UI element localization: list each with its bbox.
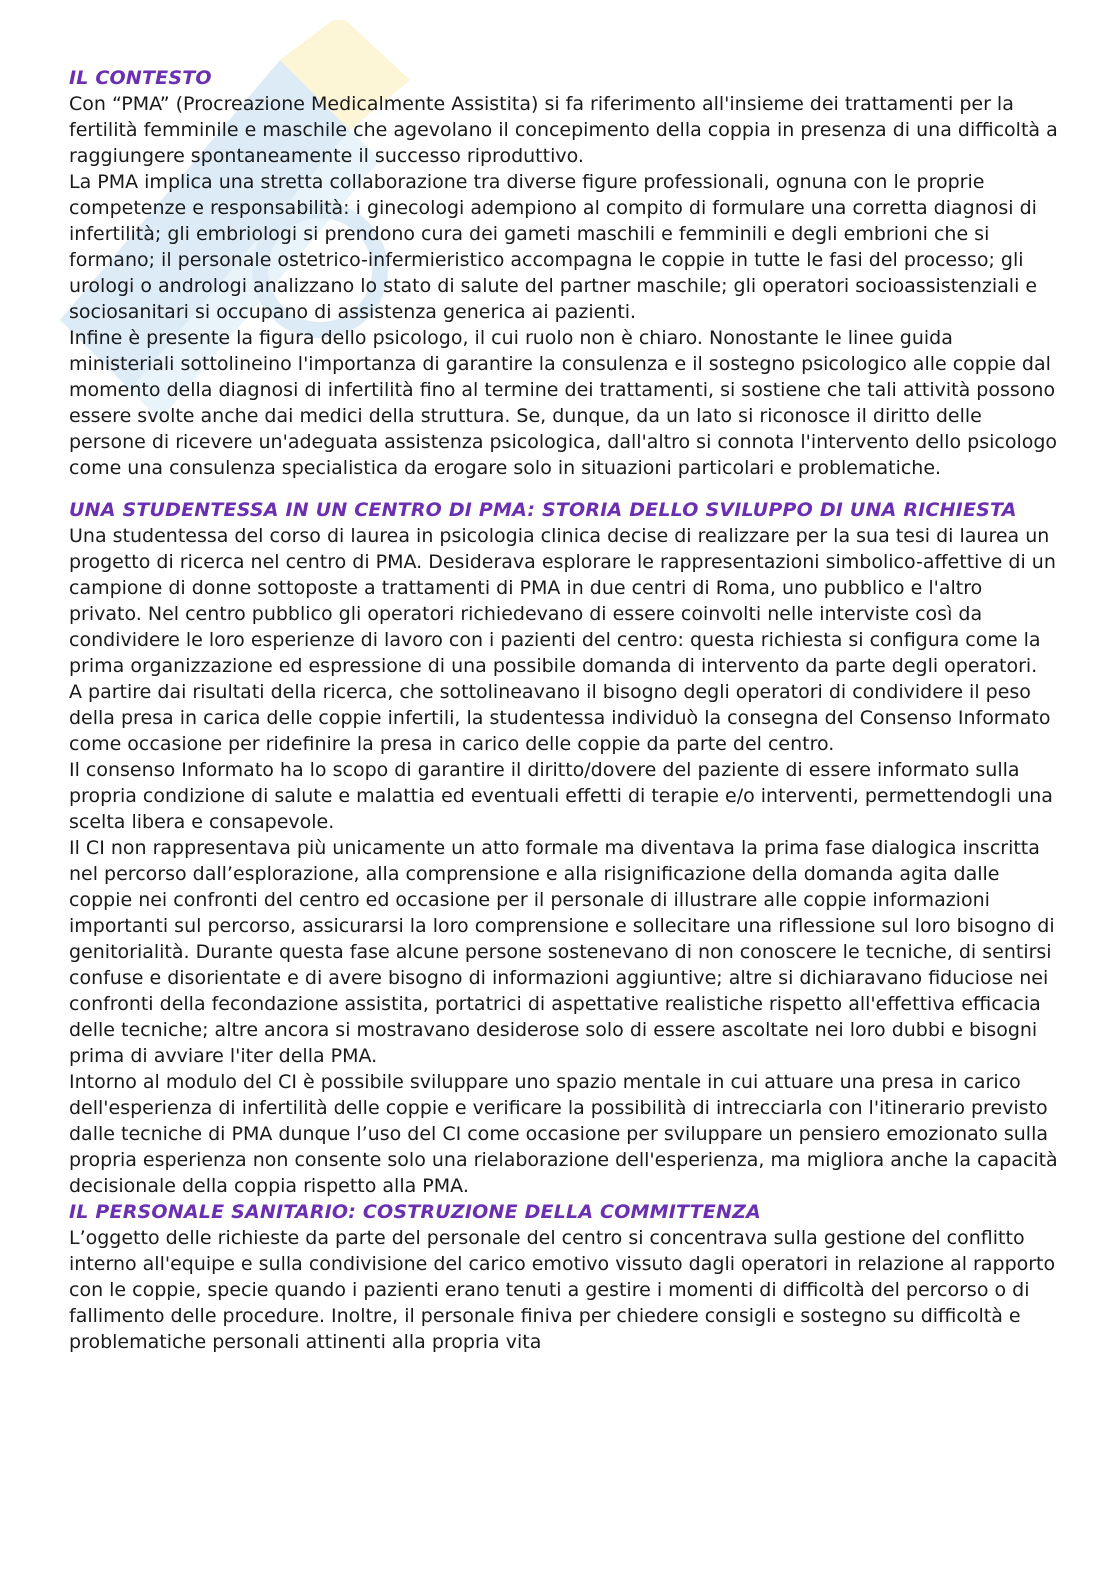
paragraph: La PMA implica una stretta collaborazione tra diverse figure professionali, ognuna con le proprie competenze e responsabilità: i ginecologi adempiono al compito di formulare una corretta diagnosi di infertilità; gli embriologi si prendono cura dei gameti maschili e femminili e degli embrioni che si formano; il personale ostetrico-infermieristico accompagna le coppie in tutte le fasi del processo; gli urologi o andrologi analizzano lo stato di salute del partner maschile; gli operatori socioassistenziali e sociosanitari si occupano di assistenza generica ai pazienti. — [69, 171, 1038, 323]
section-heading-studentessa: UNA STUDENTESSA IN UN CENTRO DI PMA: STORIA DELLO SVILUPPO DI UNA RICHIESTA — [69, 499, 1017, 521]
paragraph: Intorno al modulo del CI è possibile sviluppare uno spazio mentale in cui attuare una presa in carico dell'esperienza di infertilità delle coppie e verificare la possibilità di intrecciarla con l'itinerario previsto dalle tecniche di PMA dunque l’uso del CI come occasione per sviluppare un pensiero emozionato sulla propria esperienza non consente solo una rielaborazione dell'esperienza, ma migliora anche la capacità decisionale della coppia rispetto alla PMA. — [69, 1071, 1058, 1197]
paragraph: Il CI non rappresentava più unicamente un atto formale ma diventava la prima fase dialogica inscritta nel percorso dall’esplorazione, alla comprensione e alla risignificazione della domanda agita dalle coppie nei confronti del centro ed occasione per il personale di illustrare alle coppie informazioni importanti sul percorso, assicurarsi la loro comprensione e sollecitare una riflessione sul loro bisogno di genitorialità. Durante questa fase alcune persone sostenevano di non conoscere le tecniche, di sentirsi confuse e disorientate e di avere bisogno di informazioni aggiuntive; altre si dichiaravano fiduciose nei confronti della fecondazione assistita, portatrici di aspettative realistiche rispetto all'effettiva efficacia delle tecniche; altre ancora si mostravano desiderose solo di essere ascoltate nei loro dubbi e bisogni prima di avviare l'iter della PMA. — [69, 837, 1055, 1067]
paragraph: Infine è presente la figura dello psicologo, il cui ruolo non è chiaro. Nonostante le linee guida ministeriali sottolineino l'importanza di garantire la consulenza e il sostegno psicologico alle coppie dal momento della diagnosi di infertilità fino al termine dei trattamenti, si sostiene che tali attività possono essere svolte anche dai medici della struttura. Se, dunque, da un lato si riconosce il diritto delle persone di ricevere un'adeguata assistenza psicologica, dall'altro si connota l'intervento dello psicologo come una consulenza specialistica da erogare solo in situazioni particolari e problematiche. — [69, 327, 1058, 479]
document-page — [69, 65, 1059, 1355]
section-heading-contesto: IL CONTESTO — [69, 67, 212, 89]
paragraph: L’oggetto delle richieste da parte del personale del centro si concentrava sulla gestione del conflitto interno all'equipe e sulla condivisione del carico emotivo vissuto dagli operatori in relazione al rapporto con le coppie, specie quando i pazienti erano tenuti a gestire i momenti di difficoltà del percorso o di fallimento delle procedure. Inoltre, il personale finiva per chiedere consigli e sostegno su difficoltà e problematiche personali attinenti alla propria vita — [69, 1227, 1056, 1353]
paragraph: Il consenso Informato ha lo scopo di garantire il diritto/dovere del paziente di essere informato sulla propria condizione di salute e malattia ed eventuali effetti di terapie e/o interventi, permettendogli una scelta libera e consapevole. — [69, 759, 1053, 833]
paragraph: Con “PMA” (Procreazione Medicalmente Assistita) si fa riferimento all'insieme dei trattamenti per la fertilità femminile e maschile che agevolano il concepimento della coppia in presenza di una difficoltà a raggiungere spontaneamente il successo riproduttivo. — [69, 93, 1058, 167]
section-heading-personale-sanitario: IL PERSONALE SANITARIO: COSTRUZIONE DELLA COMMITTENZA — [69, 1201, 761, 1223]
paragraph: Una studentessa del corso di laurea in psicologia clinica decise di realizzare per la sua tesi di laurea un progetto di ricerca nel centro di PMA. Desiderava esplorare le rappresentazioni simbolico-affettive di un campione di donne sottoposte a trattamenti di PMA in due centri di Roma, uno pubblico e l'altro privato. Nel centro pubblico gli operatori richiedevano di essere coinvolti nelle interviste così da condividere le loro esperienze di lavoro con i pazienti del centro: questa richiesta si configura come la prima organizzazione ed espressione di una possibile domanda di intervento da parte degli operatori. — [69, 525, 1056, 677]
paragraph: A partire dai risultati della ricerca, che sottolineavano il bisogno degli operatori di condividere il peso della presa in carica delle coppie infertili, la studentessa individuò la consegna del Consenso Informato come occasione per ridefinire la presa in carico delle coppie da parte del centro. — [69, 681, 1051, 755]
